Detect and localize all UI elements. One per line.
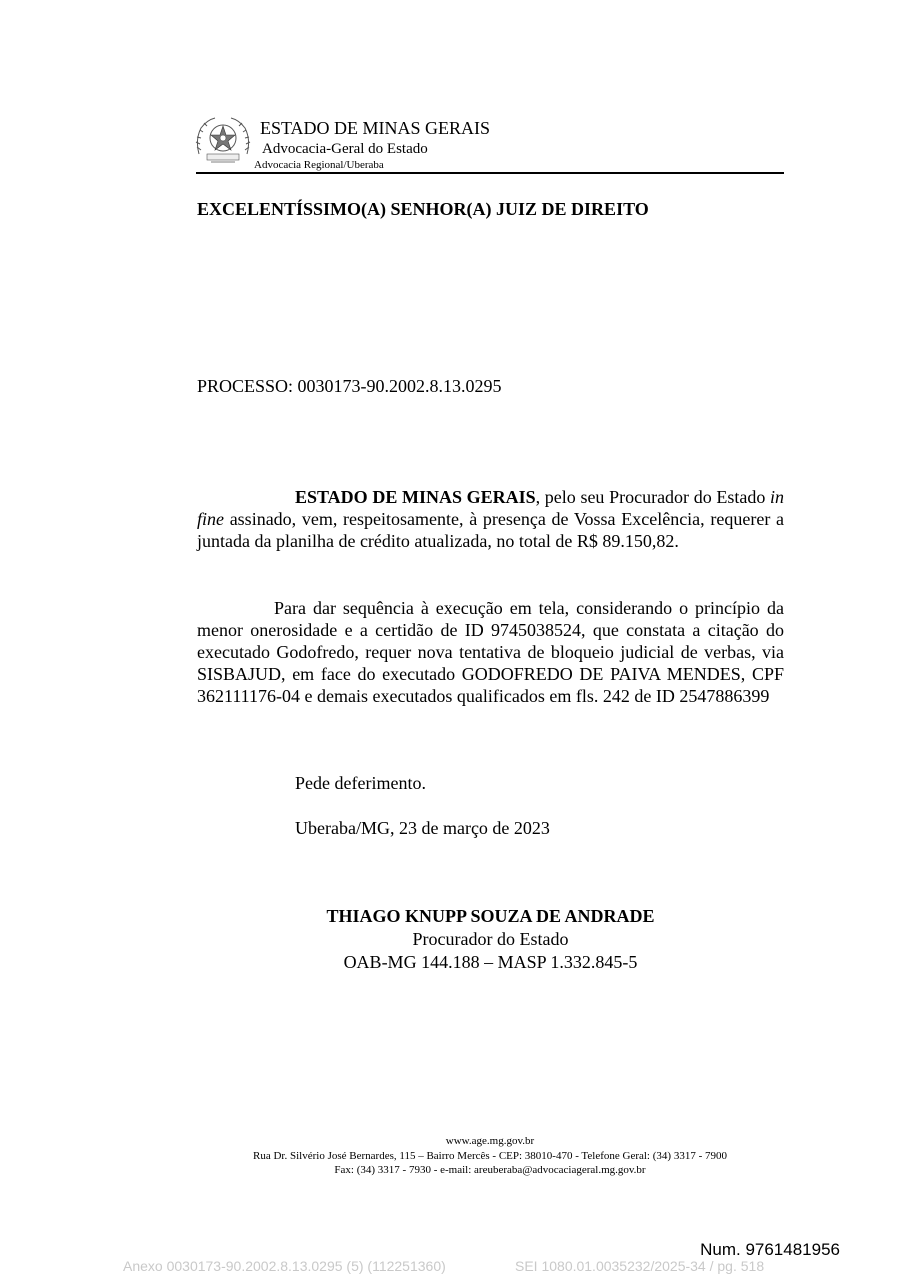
header-agency-name: Advocacia-Geral do Estado bbox=[262, 141, 428, 157]
paragraph-1-italic: in fine bbox=[197, 487, 784, 529]
signatory-role: Procurador do Estado bbox=[412, 929, 569, 949]
annex-stamp: Anexo 0030173-90.2002.8.13.0295 (5) (112251360) bbox=[123, 1258, 446, 1274]
signatory-name: THIAGO KNUPP SOUZA DE ANDRADE bbox=[326, 906, 655, 926]
addressee-heading: EXCELENTÍSSIMO(A) SENHOR(A) JUIZ DE DIREITO bbox=[197, 199, 649, 219]
closing-request: Pede deferimento. bbox=[295, 773, 426, 793]
signatory-registration: OAB-MG 144.188 – MASP 1.332.845-5 bbox=[343, 952, 638, 972]
petition-paragraph-2: Para dar sequência à execução em tela, considerando o princípio da menor onerosidade e a certidão de ID 9745038524, que constata a citação do executado Godofredo, requer nova tentativa de bloqueio judicial de verbas, via SISBAJUD, em face do executado GODOFREDO DE PAIVA MENDES, CPF 362111176-04 e demais executados qualificados em fls. 242 de ID 2547886399 bbox=[197, 598, 784, 706]
footer-fax-email: Fax: (34) 3317 - 7930 - e-mail: areuberaba@advocaciageral.mg.gov.br bbox=[334, 1164, 646, 1176]
petition-paragraph-1 bbox=[197, 486, 784, 552]
footer-address: Rua Dr. Silvério José Bernardes, 115 – Bairro Mercês - CEP: 38010-470 - Telefone Geral: (34) 3317 - 7900 bbox=[253, 1150, 727, 1162]
party-name: ESTADO DE MINAS GERAIS bbox=[295, 487, 536, 507]
footer-website: www.age.mg.gov.br bbox=[445, 1135, 535, 1147]
header-divider bbox=[196, 172, 784, 174]
process-number: PROCESSO: 0030173-90.2002.8.13.0295 bbox=[197, 376, 502, 396]
paragraph-1-text-a: , pelo seu Procurador do Estado bbox=[535, 487, 770, 507]
state-seal-icon bbox=[193, 114, 253, 170]
paragraph-1-text-b: assinado, vem, respeitosamente, à presença de Vossa Excelência, requerer a juntada da planilha de crédito atualizada, no total de R$ 89.150,82. bbox=[197, 509, 784, 551]
sei-stamp: SEI 1080.01.0035232/2025-34 / pg. 518 bbox=[515, 1258, 765, 1274]
header-state-name: ESTADO DE MINAS GERAIS bbox=[260, 118, 491, 138]
place-and-date: Uberaba/MG, 23 de março de 2023 bbox=[295, 818, 550, 838]
header-regional-office: Advocacia Regional/Uberaba bbox=[254, 159, 384, 171]
document-number: Num. 9761481956 bbox=[700, 1240, 840, 1259]
